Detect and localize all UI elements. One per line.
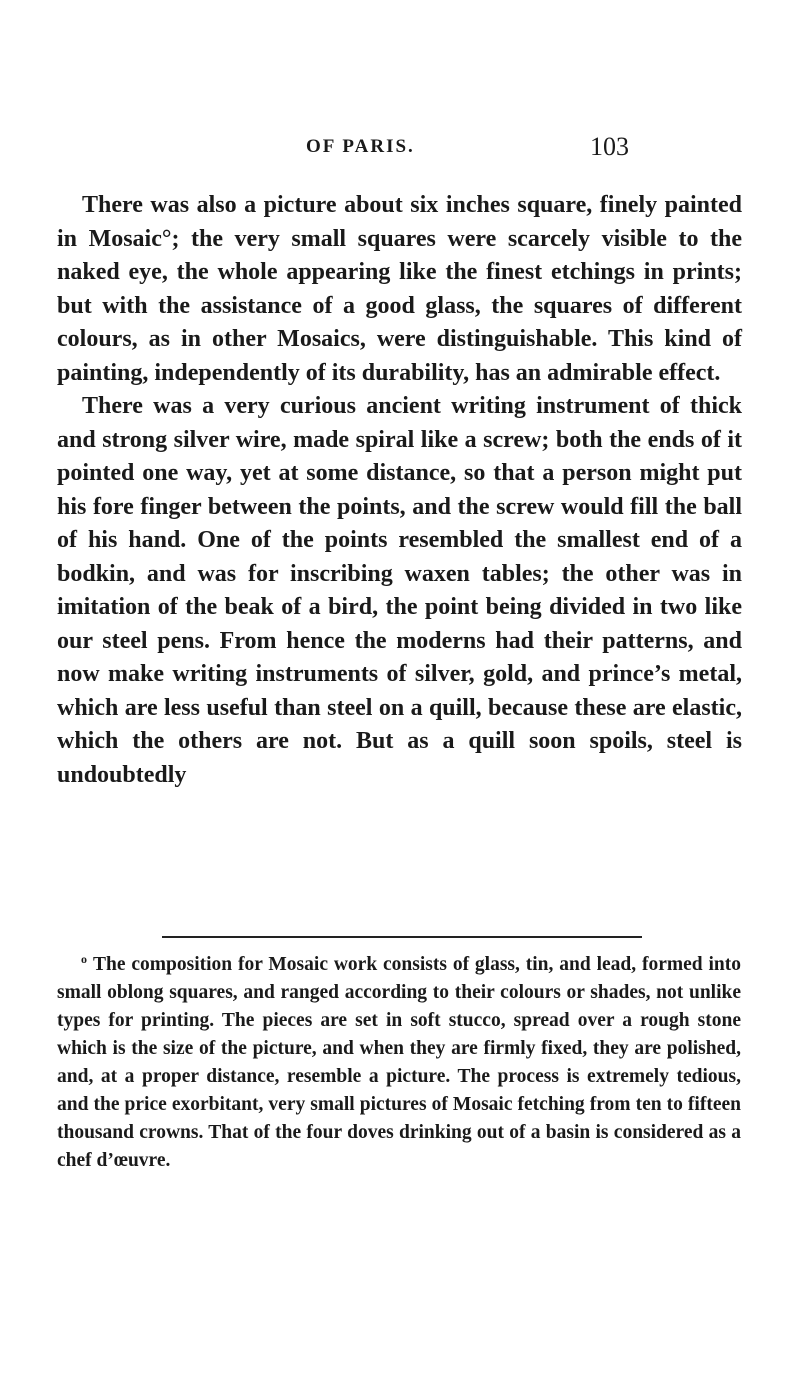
running-head — [0, 132, 800, 176]
body-text — [57, 189, 742, 792]
footnote-marker: o — [81, 951, 87, 966]
paragraph: There was also a picture about six inches square, finely painted in Mosaic°; the very small squares were scarcely visible to the naked eye, the whole appearing like the finest etchings in prints; but with the assistance of a good glass, the squares of different colours, as in other Mosaics, were distinguishable. This kind of painting, independently of its durability, has an admirable effect. — [57, 192, 742, 386]
paragraph: There was a very curious ancient writing instrument of thick and strong silver wire, made spiral like a screw; both the ends of it pointed one way, yet at some distance, so that a person might put his fore finger between the points, and the screw would fill the ball of his hand. One of the points resembled the smallest end of a bodkin, and was for inscribing waxen tables; the other was in imitation of the beak of a bird, the point being divided in two like our steel pens. From hence the moderns had their patterns, and now make writing instruments of silver, gold, and prince’s metal, which are less useful than steel on a quill, because these are elastic, which the others are not. But as a quill soon spoils, steel is undoubtedly — [57, 393, 742, 788]
running-head-title: OF PARIS. — [306, 136, 415, 157]
page-number: 103 — [590, 132, 629, 161]
footnote-rule — [162, 936, 642, 938]
footnote — [57, 951, 741, 1175]
footnote-text: The composition for Mosaic work consists of glass, tin, and lead, formed into small oblong squares, and ranged according to their colours or shades, not unlike types for printing. The pieces are set in soft stucco, spread over a rough stone which is the size of the picture, and when they are firmly fixed, they are polished, and, at a proper distance, resemble a picture. The process is extremely tedious, and the price exorbitant, very small pictures of Mosaic fetching from ten to fifteen thousand crowns. That of the four doves drinking out of a basin is considered as a chef d’œuvre. — [57, 954, 741, 1171]
